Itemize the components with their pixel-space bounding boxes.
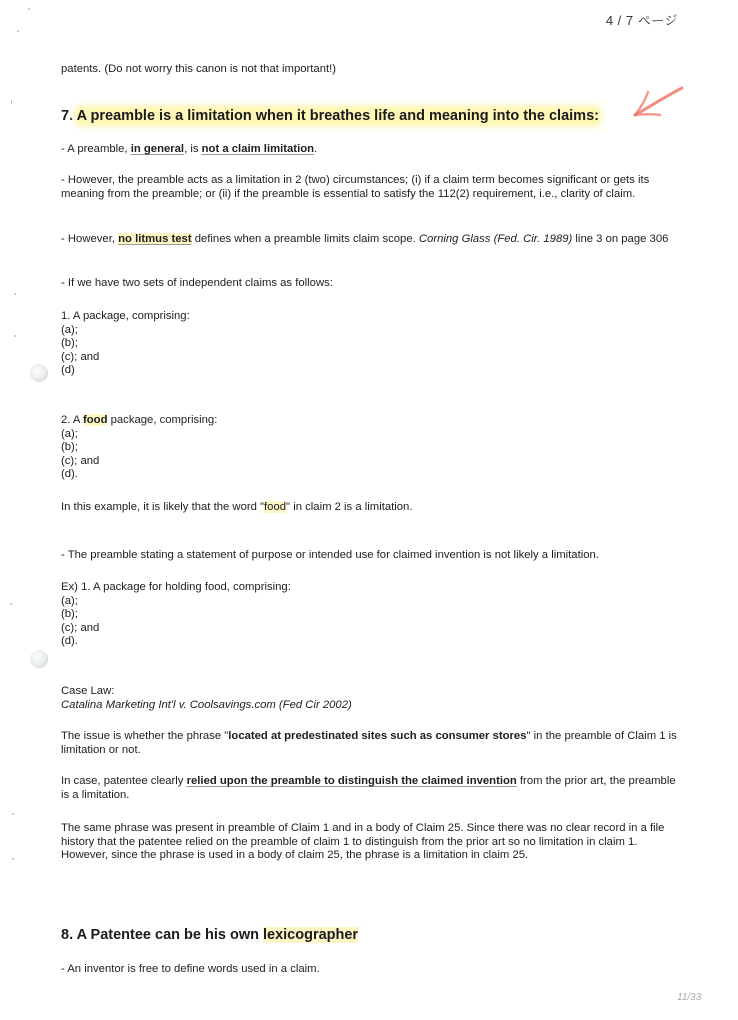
paragraph-relied-upon <box>61 775 686 802</box>
claim-item: (b); <box>61 337 78 349</box>
text-run: , is <box>184 143 202 155</box>
highlight-lexicographer: lexicographer <box>262 927 359 943</box>
example-claim-title: Ex) 1. A package for holding food, comprising: <box>61 581 291 593</box>
paragraph-two-sets: - If we have two sets of independent claims as follows: <box>61 277 333 289</box>
text-run: - However, <box>61 233 119 245</box>
claim-item: (b); <box>61 441 78 453</box>
text-run: - A preamble, <box>61 143 131 155</box>
text-run: " in claim 2 is a limitation. <box>286 501 413 513</box>
paragraph-claim-25: The same phrase was present in preamble of Claim 1 and in a body of Claim 25. Since there was no clear record in a file history that the patentee relied on the preamble of claim 1 to distinguish from the prior art so no limitation in claim 1. However, since the phrase is used in a body of claim 25, the phrase is a limitation in claim 25. <box>61 822 665 861</box>
section-7-number: 7. <box>61 108 74 124</box>
paragraph-inventor-define: - An inventor is free to define words used in a claim. <box>61 963 320 975</box>
emphasis-food: food <box>83 414 108 426</box>
text-run: The issue is whether the phrase " <box>61 730 229 742</box>
claim-item: (a); <box>61 323 78 336</box>
punch-hole-mark <box>30 364 48 382</box>
emphasis-not-claim-limitation: not a claim limitation <box>201 143 315 155</box>
scan-speck <box>12 858 14 860</box>
text-run: 2. A <box>61 414 83 426</box>
section-8-title: 8. A Patentee can be his own <box>61 927 263 943</box>
case-law-label: Case Law: <box>61 685 115 697</box>
case-name: Catalina Marketing Int'l v. Coolsavings.com (Fed Cir 2002) <box>61 698 352 711</box>
scan-speck <box>14 335 16 337</box>
text-run: " in the preamble of Claim 1 is limitation or not. <box>61 730 677 756</box>
case-citation: Corning Glass (Fed. Cir. 1989) <box>418 233 573 245</box>
claim-2-title <box>61 414 686 428</box>
page-indicator: 4 / 7 ページ <box>605 13 678 28</box>
paragraph-food-example <box>61 501 686 515</box>
emphasis-no-litmus-test: no litmus test <box>118 233 192 245</box>
claim-item: (c); and <box>61 350 100 363</box>
claim-item: (d) <box>61 364 75 376</box>
claim-1-block <box>61 310 686 378</box>
text-run: from the prior art, the preamble is a limitation. <box>61 775 676 801</box>
claim-item: (d). <box>61 468 78 480</box>
scan-speck <box>11 100 12 104</box>
text-run: package, comprising: <box>107 414 218 426</box>
text-run: In case, patentee clearly <box>61 775 187 787</box>
highlight-food: food <box>264 501 287 513</box>
section-7-title: A preamble is a limitation when it breathes life and meaning into the claims: <box>76 108 599 124</box>
scan-speck <box>12 813 14 815</box>
example-claim-block <box>61 581 686 649</box>
claim-item: (c); and <box>61 454 100 467</box>
text-run: In this example, it is likely that the word " <box>61 501 265 513</box>
paragraph-general <box>61 143 686 157</box>
claim-item: (c); and <box>61 621 100 634</box>
paragraph-circumstances: - However, the preamble acts as a limitation in 2 (two) circumstances; (i) if a claim term becomes significant or gets its meaning from the preamble; or (ii) if the preamble is essential to satisfy the 112(2) requirement, i.e., clarity of claim. <box>61 174 650 200</box>
section-8-heading <box>61 929 686 943</box>
claim-item: (a); <box>61 594 78 607</box>
text-run: line 3 on page 306 <box>572 233 669 245</box>
emphasis-in-general: in general <box>130 143 185 155</box>
paragraph-litmus <box>61 233 686 247</box>
text-run: . <box>314 143 318 155</box>
scan-speck <box>17 30 19 32</box>
emphasis-phrase: located at predestinated sites such as consumer stores <box>228 730 527 742</box>
paragraph-intended-use: - The preamble stating a statement of purpose or intended use for claimed invention is not likely a limitation. <box>61 549 599 561</box>
scan-speck <box>28 8 30 10</box>
claim-item: (d). <box>61 635 78 647</box>
case-law-block <box>61 685 686 712</box>
scan-speck <box>14 293 16 295</box>
claim-1-title: 1. A package, comprising: <box>61 310 190 322</box>
scan-speck <box>10 603 12 605</box>
intro-text: patents. (Do not worry this canon is not that important!) <box>61 63 337 75</box>
text-run: defines when a preamble limits claim scope. <box>191 233 419 245</box>
paragraph-issue <box>61 730 686 757</box>
claim-item: (a); <box>61 427 78 440</box>
claim-item: (b); <box>61 608 78 620</box>
section-7-heading <box>61 110 686 124</box>
handwritten-page-number: 11/33 <box>677 992 702 1003</box>
punch-hole-mark <box>30 650 48 668</box>
emphasis-relied-upon: relied upon the preamble to distinguish the claimed invention <box>186 775 517 787</box>
claim-2-block <box>61 414 686 482</box>
